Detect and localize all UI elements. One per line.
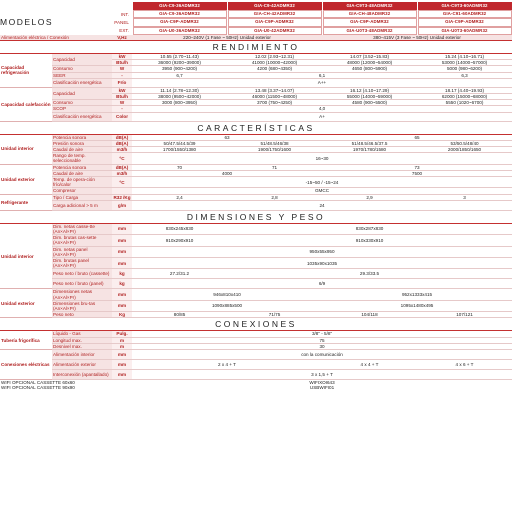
row-label: Dim. brutas panel (An×Al×Pr) [52, 258, 112, 269]
row-label: Peso neto [52, 312, 112, 318]
row-label: Caudal de aire [52, 146, 112, 152]
cell: 18.17 (4.40~19.93) [417, 87, 512, 93]
row-unit: kg [112, 269, 132, 279]
footer-value: WIFIXOI643 [309, 380, 335, 386]
row-label: Dim. netas panel (An×Al×Pr) [52, 246, 112, 257]
section-title-dimensiones: DIMENSIONES Y PESO [0, 210, 512, 223]
cell: 910x330x910 [227, 235, 512, 246]
group-dim-exterior: Unidad exterior [0, 289, 52, 318]
cell: 910x290x910 [132, 235, 227, 246]
cell: 830x245x830 [132, 223, 227, 234]
cell: 4650 (800~5900) [322, 66, 417, 72]
cell: 16~30 [132, 153, 512, 164]
cell: 15.24 (4.10~16.71) [417, 53, 512, 59]
row-unit: - [112, 72, 132, 78]
row-unit: dB(A) [112, 140, 132, 146]
power-single-phase: 220–240V (1 Fase ~ 50Hz) Unidad exterior [132, 35, 322, 41]
model-cell: GIA-U0-42ADMR32 [228, 27, 322, 35]
row-label: Dim. brutas cas-sette (An×Al×Pr) [52, 235, 112, 246]
cell: 952x1333x415 [322, 289, 512, 300]
row-label: Longitud max. [52, 337, 112, 343]
cell: 107/121 [417, 312, 512, 318]
spec-table [0, 35, 512, 391]
cell: 4 x 6 + T [417, 360, 512, 370]
cell: 4 x 4 + T [322, 360, 417, 370]
power-three-phase: 380–415V (3 Fase ~ 50Hz) Unidad exterior [322, 35, 512, 41]
footer-value: USBWIFI01 [309, 385, 335, 391]
row-unit: W [112, 100, 132, 106]
model-cell: GIA-C9T3-48ADMR32 [323, 2, 417, 10]
row-unit: mm [112, 235, 132, 246]
cell: 53000 (14000~57000) [417, 60, 512, 66]
row-unit: kW [112, 87, 132, 93]
cell: 63 [132, 134, 322, 140]
cell: 29.3/33.5 [227, 269, 512, 279]
cell: 1090x885x500 [132, 300, 322, 311]
row-unit: kW [112, 53, 132, 59]
cell: 62000 (15000~68000) [417, 93, 512, 99]
row-label: SEER [52, 72, 112, 78]
cell: 50/47.5/44.5/39 [132, 140, 227, 146]
model-cell: GIA-U0T3-60ADMR32 [418, 27, 512, 35]
model-cell: GIA-C9-36ADMR32 [133, 2, 227, 10]
model-cell: GIA-C9-42ADMR32 [228, 2, 322, 10]
footer-label: WIFI OPCIONAL CASSETTE 90x90 [1, 385, 75, 391]
cell: 6,3 [417, 72, 512, 78]
cell: 71 [227, 164, 322, 170]
row-unit: m [112, 337, 132, 343]
cell: 6,7 [132, 72, 227, 78]
cell: 2,4 [132, 194, 227, 200]
row-unit: Btu/h [112, 93, 132, 99]
cell: 41000 (10000~42000) [227, 60, 322, 66]
cell: 3700 (750~4250) [227, 100, 322, 106]
row-label: Dimensiones netas (An×Al×Pr) [52, 289, 112, 300]
cell: 65 [322, 134, 512, 140]
cell: 80/85 [132, 312, 227, 318]
model-cell: GIA-C9P-ADMR32 [228, 18, 322, 26]
model-cell: GIA-C9-36ADMR32 [133, 10, 227, 18]
row-unit: m3/h [112, 146, 132, 152]
models-header [0, 2, 512, 35]
cell: 1700/1550/1380 [132, 146, 227, 152]
cell: 6/9 [132, 279, 512, 289]
cell: 12.02 (2.93~12.31) [227, 53, 322, 59]
cell: 14.07 (3.52~15.83) [322, 53, 417, 59]
model-row-label: INT. [120, 11, 129, 17]
cell: 13.48 (3.37~14.07) [227, 87, 322, 93]
model-cell: GIA-CH-48ADMR32 [323, 10, 417, 18]
row-unit: m3/h [112, 170, 132, 176]
model-cell: GIA-U0-36ADMR32 [133, 27, 227, 35]
row-label: Peso neto / bruto (panel) [52, 279, 112, 289]
row-label: Capacidad [52, 53, 112, 65]
group-exterior: Unidad exterior [0, 164, 52, 194]
model-cell: GIA-C91-60ADMR32 [418, 10, 512, 18]
row-label: Peso neto / bruto (cassette) [52, 269, 112, 279]
cell: 70 [132, 164, 227, 170]
row-label: Dim. netas casse-tte (An×Al×Pr) [52, 223, 112, 234]
cell: 1970/1780/1580 [322, 146, 417, 152]
cell: 27.2/31.2 [132, 269, 227, 279]
cell: A++ [132, 78, 512, 87]
row-unit: R32 /Kg [113, 194, 131, 200]
cell: 10.55 (2.70~11.43) [132, 53, 227, 59]
row-label: Capacidad [52, 87, 112, 99]
row-label: Interconexión (apantallado) [52, 370, 112, 380]
row-unit: Color [112, 112, 132, 121]
row-unit: kg [112, 279, 132, 289]
cell: 3950 (900~4200) [132, 66, 227, 72]
group-refrigeracion: Capacidad refrigeración [0, 53, 52, 87]
cell: 4200 (680~4350) [227, 66, 322, 72]
row-unit: mm [112, 350, 132, 360]
row-label: Consumo [52, 66, 112, 72]
row-unit: ºC [112, 177, 132, 188]
model-cell: GIA-C9T3-60ADMR32 [418, 2, 512, 10]
model-cell: GIA-CH-42ADMR32 [228, 10, 322, 18]
cell: 4580 (900~5500) [322, 100, 417, 106]
row-unit: mm [112, 370, 132, 380]
section-title-conexiones: CONEXIONES [0, 318, 512, 331]
group-interior: Unidad interior [0, 134, 52, 164]
cell: 30 [132, 343, 512, 349]
cell: 6,1 [227, 72, 417, 78]
row-unit: mm [112, 246, 132, 257]
section-title-caracteristicas: CARACTERÍSTICAS [0, 121, 512, 134]
cell: 3 [417, 194, 512, 200]
row-label: Potencia sonora [52, 134, 112, 140]
row-label: Tipo / Carga [52, 194, 112, 200]
cell: 3/8" - 5/8" [132, 331, 512, 337]
model-cell: GIA-C9P-ADMR32 [418, 18, 512, 26]
row-label: Carga adicional > 5 m [52, 200, 112, 210]
row-unit: mm [112, 289, 132, 300]
spec-sheet-page [0, 2, 512, 514]
cell: 2 x 4 + T [132, 360, 322, 370]
cell: 3 x 1,5 + T [132, 370, 512, 380]
row-unit: m [112, 343, 132, 349]
row-unit: mm [112, 300, 132, 311]
power-label: Alimentación eléctrica / Conexión [0, 35, 112, 41]
cell: -15~50 / -15~24 [132, 177, 512, 188]
row-unit: W [112, 66, 132, 72]
row-label: SCOP [52, 106, 112, 112]
row-label: Consumo [52, 100, 112, 106]
cell: 4,0 [132, 106, 512, 112]
cell: 1095x1480x495 [322, 300, 512, 311]
row-unit: mm [112, 258, 132, 269]
model-cell: GIA-U0T3-48ADMR32 [323, 27, 417, 35]
group-calefaccion: Capacidad calefacción [0, 87, 52, 121]
cell: 5000 (980~6200) [417, 66, 512, 72]
cell: 51/48.5/46.5/37.5 [322, 140, 417, 146]
row-unit: ºC [112, 153, 132, 164]
cell: 46000 (11500~48000) [227, 93, 322, 99]
group-refrigerante: Refrigerante [0, 194, 52, 210]
group-dim-interior: Unidad interior [0, 223, 52, 289]
row-unit: - [112, 106, 132, 112]
cell: 3000 (800~3950) [132, 100, 227, 106]
cell: con la comunicación [132, 350, 512, 360]
cell: 5550 (1020~6700) [417, 100, 512, 106]
row-label: Temp. de opera-ción frío/calor [52, 177, 112, 188]
model-cell: GIA-C9P-ADMR32 [133, 18, 227, 26]
models-title: MODELOS [0, 18, 54, 27]
cell: 946x810x410 [132, 289, 322, 300]
cell: 55000 (14000~59000) [322, 93, 417, 99]
row-label: Dimensiones bru-tas (An×Al×Pr) [52, 300, 112, 311]
group-tuberia: Tubería frigorífica [0, 331, 52, 350]
row-unit: mm [112, 360, 132, 370]
row-label: Presión sonora [52, 140, 112, 146]
cell: 4000 [132, 170, 322, 176]
row-label: Clasificación energética [52, 112, 112, 121]
cell: 2,8 [227, 194, 322, 200]
row-label: Potencia sonora [52, 164, 112, 170]
section-title-rendimiento: RENDIMIENTO [0, 40, 512, 53]
model-row-label: EXT. [119, 28, 129, 34]
cell: GMCC [132, 188, 512, 194]
row-label: Líquido - Gas [52, 331, 112, 337]
row-label: Alimentación exterior [52, 360, 112, 370]
cell: 71/75 [227, 312, 322, 318]
row-unit: Btu/h [112, 60, 132, 66]
cell: 830x287x830 [227, 223, 512, 234]
cell: 950x55x950 [132, 246, 512, 257]
row-unit: dB(A) [112, 164, 132, 170]
cell: A+ [132, 112, 512, 121]
cell: 75 [132, 337, 512, 343]
cell: 7500 [322, 170, 512, 176]
row-unit: g/m [112, 200, 132, 210]
footer-label: WIFI OPCIONAL CASSETTE 60x60 [1, 380, 75, 386]
row-label: Compresor [52, 188, 112, 194]
row-label: Rango de temp. seleccionable [52, 153, 112, 164]
row-unit: Pulg. [112, 331, 132, 337]
cell: 11.14 (2.78~12.30) [132, 87, 227, 93]
cell: 36000 (9200~39000) [132, 60, 227, 66]
cell: 1900/1750/1600 [227, 146, 322, 152]
row-label: Caudal de aire [52, 170, 112, 176]
row-label: Clasificación energética [52, 78, 112, 87]
row-unit: mm [112, 223, 132, 234]
model-row-label [112, 2, 132, 10]
power-unit: V,Hz [112, 35, 132, 41]
row-unit: Kg [112, 312, 132, 318]
cell: 53/50.5/48/40 [417, 140, 512, 146]
cell: 24 [132, 200, 512, 210]
row-unit: Frío [112, 78, 132, 87]
cell: 73 [322, 164, 512, 170]
cell: 48000 (12000~54000) [322, 60, 417, 66]
row-label: Desnivel max. [52, 343, 112, 349]
row-label: Alimentación interior [52, 350, 112, 360]
cell: 2000/1850/1650 [417, 146, 512, 152]
model-row-label: PANEL [114, 19, 129, 25]
cell: 51/48.5/46/38 [227, 140, 322, 146]
cell: 2,9 [322, 194, 417, 200]
cell: 16.12 (4.10~17.29) [322, 87, 417, 93]
cell: 38000 (9500~42000) [132, 93, 227, 99]
cell: 1035x90x1035 [132, 258, 512, 269]
cell: 104/118 [322, 312, 417, 318]
row-unit: dB(A) [112, 134, 132, 140]
model-cell: GIA-C9P-ADMR32 [323, 18, 417, 26]
group-electricas: Conexiones eléctricas [0, 350, 52, 380]
